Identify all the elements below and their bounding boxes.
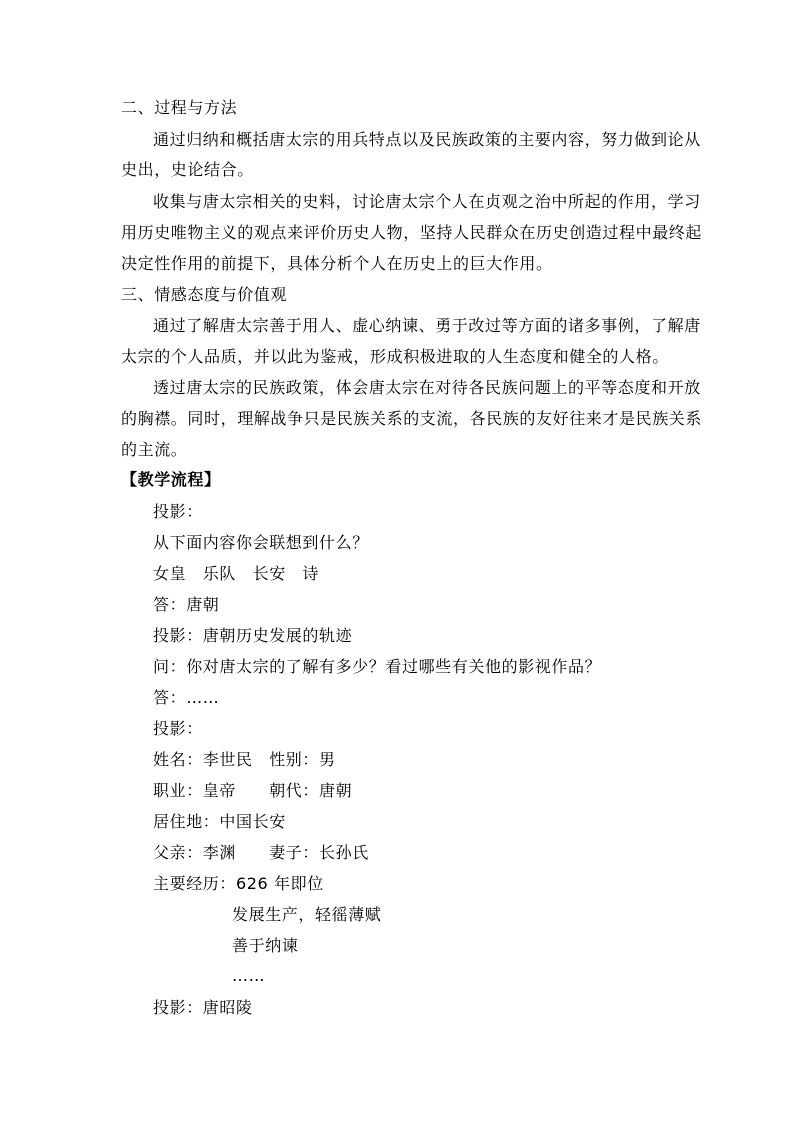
paragraph-line: 用历史唯物主义的观点来评价历史人物，坚持人民群众在历史创造过程中最终起 — [121, 223, 703, 242]
flow-line: 投影： — [153, 502, 203, 521]
flow-line: 投影：唐昭陵 — [153, 998, 253, 1017]
flow-line: 女皇 乐队 长安 诗 — [153, 564, 320, 583]
paragraph-line: 透过唐太宗的民族政策，体会唐太宗在对待各民族问题上的平等态度和开放 — [153, 378, 701, 397]
paragraph-line: 通过归纳和概括唐太宗的用兵特点以及民族政策的主要内容，努力做到论从 — [153, 130, 701, 149]
section-heading-attitude-values: 三、情感态度与价值观 — [121, 285, 288, 304]
flow-line: 善于纳谏 — [232, 936, 299, 955]
section-heading-process-method: 二、过程与方法 — [121, 98, 238, 117]
teaching-flow-heading: 【教学流程】 — [121, 470, 221, 489]
flow-line: 职业：皇帝 朝代：唐朝 — [153, 781, 353, 800]
paragraph-line: 的胸襟。同时，理解战争只是民族关系的支流，各民族的友好往来才是民族关系 — [121, 409, 703, 428]
flow-line: 投影：唐朝历史发展的轨迹 — [153, 626, 353, 645]
paragraph-line: 决定性作用的前提下，具体分析个人在历史上的巨大作用。 — [121, 254, 553, 273]
flow-line: 居住地：中国长安 — [153, 812, 286, 831]
paragraph-line: 的主流。 — [121, 440, 188, 459]
flow-line: 发展生产，轻徭薄赋 — [232, 905, 382, 924]
flow-line: …… — [232, 966, 266, 985]
flow-line: 答：唐朝 — [153, 595, 220, 614]
flow-line: 问：你对唐太宗的了解有多少？看过哪些有关他的影视作品？ — [153, 657, 602, 676]
paragraph-line: 史出，史论结合。 — [121, 160, 254, 179]
paragraph-line: 通过了解唐太宗善于用人、虚心纳谏、勇于改过等方面的诸多事例，了解唐 — [153, 316, 701, 335]
flow-line: 从下面内容你会联想到什么？ — [153, 533, 369, 552]
flow-line: 父亲：李渊 妻子：长孙氏 — [153, 843, 369, 862]
flow-line: 答：…… — [153, 688, 220, 707]
flow-line: 投影： — [153, 719, 203, 738]
flow-line: 主要经历：626 年即位 — [153, 874, 324, 893]
flow-line: 姓名：李世民 性别：男 — [153, 750, 336, 769]
paragraph-line: 太宗的个人品质，并以此为鉴戒，形成积极进取的人生态度和健全的人格。 — [121, 347, 669, 366]
paragraph-line: 收集与唐太宗相关的史料，讨论唐太宗个人在贞观之治中所起的作用，学习 — [153, 192, 701, 211]
